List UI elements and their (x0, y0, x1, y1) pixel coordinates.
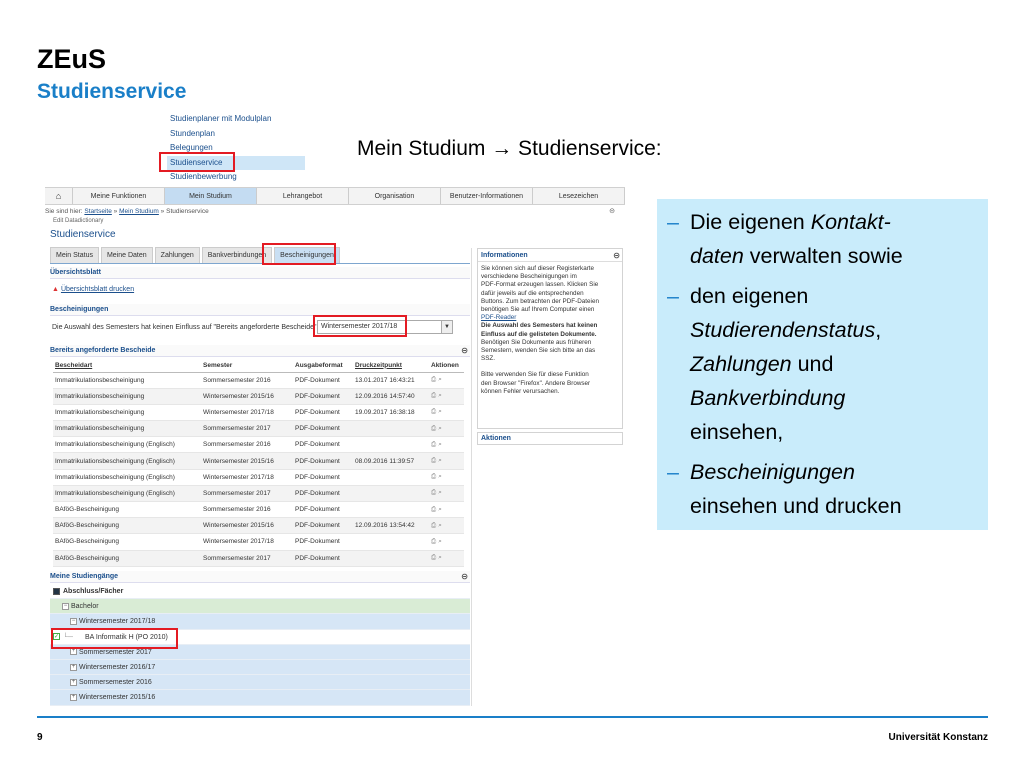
bullet-dash: – (667, 210, 679, 234)
print-icon[interactable]: ⎙ (431, 537, 439, 545)
cell-actions (429, 421, 464, 437)
expand-icon[interactable]: + (71, 648, 76, 655)
cell-semester: Wintersemester 2015/16 (201, 388, 293, 404)
cell-semester: Sommersemester 2016 (201, 372, 293, 388)
bullet-status (667, 279, 978, 449)
info-text (478, 262, 622, 396)
menu-item-studienbewerbung[interactable]: Studienbewerbung (170, 172, 237, 181)
breadcrumb-current: Studienservice (166, 208, 209, 215)
bullet-bescheinigungen (667, 455, 978, 523)
footer-divider (37, 716, 988, 718)
view-icon[interactable]: ⌕ (438, 489, 444, 497)
cell-bescheidart: Immatrikulationsbescheinigung (Englisch) (53, 437, 201, 453)
cell-ausgabeformat: PDF-Dokument (293, 372, 353, 388)
cell-bescheidart: Immatrikulationsbescheinigung (53, 388, 201, 404)
print-icon[interactable]: ⎙ (431, 424, 439, 432)
section-meine-studiengaenge (50, 571, 470, 583)
info-panel (477, 248, 623, 429)
cell-druckzeitpunkt (353, 550, 429, 566)
view-icon[interactable]: ⌕ (438, 457, 444, 465)
cell-druckzeitpunkt: 13.01.2017 16:43:21 (353, 372, 429, 388)
cell-ausgabeformat: PDF-Dokument (293, 485, 353, 501)
cell-bescheidart: Immatrikulationsbescheinigung (53, 421, 201, 437)
cell-ausgabeformat: PDF-Dokument (293, 502, 353, 518)
checkmark-icon: ✓ (54, 634, 60, 641)
print-icon[interactable]: ⎙ (431, 376, 439, 384)
breadcrumb-mein-studium[interactable]: Mein Studium (119, 208, 159, 215)
bullet-text: Zahlungen (690, 352, 792, 376)
slide-heading: Mein Studium → Studienservice: (357, 137, 662, 160)
view-icon[interactable]: ⌕ (438, 473, 444, 481)
university-name: Universität Konstanz (888, 732, 988, 743)
tree-label: Wintersemester 2015/16 (79, 694, 156, 702)
home-icon[interactable]: ⌂ (45, 188, 73, 204)
cell-semester: Sommersemester 2016 (201, 502, 293, 518)
print-icon[interactable]: ⎙ (431, 408, 439, 416)
cell-bescheidart: Immatrikulationsbescheinigung (53, 404, 201, 420)
cell-actions (429, 550, 464, 566)
info-line: Buttons. Zum betrachten der PDF-Dateien (481, 297, 599, 305)
menu-item-belegungen[interactable]: Belegungen (170, 143, 213, 152)
checkbox-icon (53, 588, 60, 595)
view-icon[interactable]: ⌕ (438, 424, 444, 432)
service-title: Studienservice (50, 229, 116, 240)
cell-actions (429, 534, 464, 550)
cell-druckzeitpunkt: 08.09.2016 11:39:57 (353, 453, 429, 469)
info-line: Die Auswahl des Semesters hat keinen (481, 322, 598, 330)
info-line: Bitte verwenden Sie für diese Funktion (481, 371, 589, 379)
expand-icon[interactable]: + (71, 663, 76, 670)
tree-row-degree[interactable] (50, 599, 470, 614)
cell-druckzeitpunkt (353, 437, 429, 453)
cell-bescheidart: Immatrikulationsbescheinigung (Englisch) (53, 469, 201, 485)
pdf-reader-link[interactable]: PDF-Reader (481, 314, 517, 322)
cell-druckzeitpunkt: 12.09.2016 13:54:42 (353, 518, 429, 534)
uebersichtsblatt-print-row (52, 286, 134, 293)
pdf-icon: ▲ (52, 286, 59, 293)
cell-actions (429, 404, 464, 420)
cell-actions (429, 388, 464, 404)
view-icon[interactable]: ⌕ (438, 521, 444, 529)
bullet-text: Bescheinigungen (690, 460, 855, 484)
info-line: den Browser "Firefox". Andere Browser (481, 379, 591, 387)
info-line: verschiedene Bescheinigungen im (481, 273, 577, 281)
tree-label: Sommersemester 2016 (79, 679, 152, 687)
cell-semester: Sommersemester 2017 (201, 485, 293, 501)
collapse-icon[interactable]: ⊝ (461, 572, 468, 581)
section-uebersichtsblatt: Übersichtsblatt (50, 267, 470, 279)
uebersichtsblatt-print-link[interactable]: Übersichtsblatt drucken (60, 286, 135, 293)
bullet-text: verwalten sowie (743, 244, 903, 268)
nav-organisation[interactable]: Organisation (349, 188, 441, 204)
aktionen-panel[interactable]: Aktionen (477, 432, 623, 445)
table-row (53, 372, 464, 388)
semester-note: Die Auswahl des Semesters hat keinen Einfluss auf "Bereits angeforderte Bescheide" (52, 324, 317, 331)
slide-title: ZEuS (37, 44, 107, 74)
cell-ausgabeformat: PDF-Dokument (293, 421, 353, 437)
bullet-text: und (791, 352, 834, 376)
cell-druckzeitpunkt (353, 502, 429, 518)
chevron-down-icon[interactable]: ▼ (441, 321, 452, 333)
col-aktionen: Aktionen (429, 359, 464, 372)
tab-bankverbindungen[interactable]: Bankverbindungen (202, 247, 272, 264)
cell-druckzeitpunkt (353, 421, 429, 437)
cell-ausgabeformat: PDF-Dokument (293, 453, 353, 469)
mein-studium-menu (167, 112, 305, 185)
cell-bescheidart: BAföG-Bescheinigung (53, 502, 201, 518)
tree-label: Wintersemester 2016/17 (79, 663, 156, 671)
info-title: Informationen (481, 252, 528, 259)
table-row (53, 534, 464, 550)
tab-zahlungen[interactable]: Zahlungen (155, 247, 200, 264)
tree-label: Abschluss/Fächer (63, 588, 124, 595)
table-row (53, 469, 464, 485)
collapse-icon[interactable]: − (63, 602, 68, 609)
view-icon[interactable]: ⌕ (438, 505, 444, 513)
table-row (53, 437, 464, 453)
print-icon[interactable]: ⎙ (431, 521, 439, 529)
info-line: SSZ. (481, 355, 495, 363)
table-row (53, 453, 464, 469)
tree-label: Sommersemester 2017 (79, 648, 152, 656)
cell-actions (429, 502, 464, 518)
cell-ausgabeformat: PDF-Dokument (293, 404, 353, 420)
tabs-divider (50, 263, 470, 264)
menu-item-stundenplan[interactable]: Stundenplan (170, 128, 215, 138)
print-icon[interactable]: ⎙ (431, 489, 439, 497)
print-icon[interactable]: ⎙ (431, 473, 439, 481)
tree-row-semester[interactable] (50, 660, 470, 675)
table-row (53, 518, 464, 534)
edit-datadictionary-link[interactable]: Edit Datadictionary (53, 218, 104, 224)
cell-ausgabeformat: PDF-Dokument (293, 550, 353, 566)
table-row (53, 388, 464, 404)
nav-benutzer-informationen[interactable]: Benutzer-Informationen (441, 188, 533, 204)
view-icon[interactable]: ⌕ (438, 554, 444, 562)
tree-label: BA Informatik H (PO 2010) (85, 633, 168, 641)
bullet-dash: – (667, 460, 679, 484)
print-icon[interactable]: ⎙ (431, 554, 439, 562)
table-row (53, 550, 464, 566)
cell-bescheidart: Immatrikulationsbescheinigung (Englisch) (53, 485, 201, 501)
cell-actions (429, 437, 464, 453)
bullet-dash: – (667, 284, 679, 308)
cell-druckzeitpunkt: 12.09.2016 14:57:40 (353, 388, 429, 404)
menu-item-studienservice[interactable]: Studienservice (167, 156, 305, 171)
info-line: können Fehler verursachen. (481, 387, 560, 395)
cell-semester: Sommersemester 2017 (201, 421, 293, 437)
breadcrumb-startseite[interactable]: Startseite (84, 208, 112, 215)
nav-lehrangebot[interactable]: Lehrangebot (257, 188, 349, 204)
tree-connector: └─ (63, 633, 73, 641)
bullet-text: Studierendenstatus (690, 318, 876, 342)
cell-druckzeitpunkt (353, 485, 429, 501)
view-icon[interactable]: ⌕ (438, 440, 444, 448)
nav-meine-funktionen[interactable]: Meine Funktionen (73, 188, 165, 204)
cell-actions (429, 485, 464, 501)
col-druckzeitpunkt[interactable]: Druckzeitpunkt (353, 359, 429, 372)
nav-mein-studium[interactable]: Mein Studium (165, 188, 257, 204)
info-line: PDF-Format erzeugen lassen. Klicken Sie (481, 281, 599, 289)
cell-druckzeitpunkt (353, 534, 429, 550)
highlight-bescheinigungen-tab (262, 243, 336, 265)
table-row (53, 421, 464, 437)
cell-bescheidart: BAföG-Bescheinigung (53, 534, 201, 550)
section-title: Bereits angeforderte Bescheide (50, 347, 156, 354)
cell-semester: Sommersemester 2017 (201, 550, 293, 566)
cell-semester: Wintersemester 2017/18 (201, 534, 293, 550)
breadcrumb-sep: » (113, 208, 118, 215)
print-icon[interactable]: ⎙ (431, 392, 439, 400)
callout-box (657, 199, 988, 530)
cell-semester: Wintersemester 2015/16 (201, 453, 293, 469)
info-line: benötigen Sie auf Ihrem Computer einen (481, 306, 595, 314)
cell-bescheidart: Immatrikulationsbescheinigung (53, 372, 201, 388)
col-ausgabeformat: Ausgabeformat (293, 359, 353, 372)
cell-bescheidart: Immatrikulationsbescheinigung (Englisch) (53, 453, 201, 469)
bullet-text: den eigenen (690, 284, 809, 308)
breadcrumb (45, 208, 615, 215)
menu-item-studienplaner[interactable]: Studienplaner mit Modulplan (170, 114, 272, 123)
cell-ausgabeformat: PDF-Dokument (293, 437, 353, 453)
tree-row-root[interactable] (50, 584, 470, 599)
bullet-text: , (875, 318, 882, 342)
collapse-icon[interactable]: ⊝ (613, 251, 620, 260)
section-bescheinigungen: Bescheinigungen (50, 304, 470, 316)
highlight-studienservice-menu (159, 152, 235, 172)
page-number: 9 (37, 732, 43, 743)
tab-meine-daten[interactable]: Meine Daten (101, 247, 153, 264)
cell-actions (429, 518, 464, 534)
bullet-text: einsehen, (690, 420, 784, 444)
top-navigation (45, 187, 625, 205)
cell-semester: Wintersemester 2015/16 (201, 518, 293, 534)
print-icon[interactable]: ⎙ (431, 457, 439, 465)
info-line: Semestern, wenden Sie sich bitte an das (481, 347, 596, 355)
cell-actions (429, 372, 464, 388)
tree-row-semester[interactable] (50, 690, 470, 705)
collapse-icon[interactable]: ⊝ (609, 208, 615, 215)
info-line: dafür jeweils auf die entsprechenden (481, 289, 584, 297)
cell-actions (429, 469, 464, 485)
breadcrumb-sep: » (160, 208, 165, 215)
nav-lesezeichen[interactable]: Lesezeichen (533, 188, 625, 204)
cell-ausgabeformat: PDF-Dokument (293, 469, 353, 485)
section-bereits-angefordert (50, 345, 470, 357)
view-icon[interactable]: ⌕ (438, 376, 444, 384)
print-icon[interactable]: ⎙ (431, 440, 439, 448)
breadcrumb-prefix: Sie sind hier: (45, 208, 83, 215)
bullet-kontaktdaten (667, 205, 978, 273)
table-row (53, 485, 464, 501)
cell-semester: Sommersemester 2016 (201, 437, 293, 453)
info-header (478, 249, 622, 262)
bullet-text: Bankverbindung (690, 386, 846, 410)
cell-ausgabeformat: PDF-Dokument (293, 518, 353, 534)
cell-bescheidart: BAföG-Bescheinigung (53, 518, 201, 534)
semester-select-value: Wintersemester 2017/18 (321, 323, 398, 330)
bullet-text: Die eigenen (690, 210, 811, 234)
print-icon[interactable]: ⎙ (431, 505, 439, 513)
view-icon[interactable]: ⌕ (438, 408, 444, 416)
cell-actions (429, 453, 464, 469)
slide-subtitle: Studienservice (37, 80, 187, 103)
col-semester: Semester (201, 359, 293, 372)
info-line: Sie können sich auf dieser Registerkarte (481, 265, 595, 272)
tree-label: Wintersemester 2017/18 (79, 618, 156, 626)
bescheide-table (53, 359, 464, 567)
expand-icon[interactable]: + (71, 693, 76, 700)
cell-bescheidart: BAföG-Bescheinigung (53, 550, 201, 566)
table-row (53, 404, 464, 420)
section-title: Meine Studiengänge (50, 573, 119, 580)
expand-icon[interactable]: − (71, 618, 76, 625)
column-divider (471, 248, 472, 706)
tree-label: Bachelor (71, 603, 99, 611)
cell-druckzeitpunkt (353, 469, 429, 485)
bullet-text: Kontakt- (810, 210, 891, 234)
cell-semester: Wintersemester 2017/18 (201, 469, 293, 485)
collapse-icon[interactable]: ⊝ (461, 346, 468, 355)
info-line: Benötigen Sie Dokumente aus früheren (481, 338, 592, 346)
highlight-semester-select (313, 315, 407, 337)
cell-druckzeitpunkt: 19.09.2017 16:38:18 (353, 404, 429, 420)
table-row (53, 502, 464, 518)
cell-ausgabeformat: PDF-Dokument (293, 534, 353, 550)
bullet-text: einsehen und drucken (690, 494, 902, 518)
bullet-text: daten (690, 244, 744, 268)
col-bescheidart[interactable]: Bescheidart (53, 359, 201, 372)
expand-icon[interactable]: + (71, 678, 76, 685)
cell-ausgabeformat: PDF-Dokument (293, 388, 353, 404)
view-icon[interactable]: ⌕ (438, 392, 444, 400)
tab-bescheinigungen[interactable]: Bescheinigungen (274, 247, 340, 264)
cell-semester: Wintersemester 2017/18 (201, 404, 293, 420)
info-line: Einfluss auf die gelisteten Dokumente. (481, 330, 597, 338)
tab-mein-status[interactable]: Mein Status (50, 247, 99, 264)
view-icon[interactable]: ⌕ (438, 537, 444, 545)
tree-row-semester[interactable] (50, 675, 470, 690)
highlight-program-row (51, 628, 178, 649)
